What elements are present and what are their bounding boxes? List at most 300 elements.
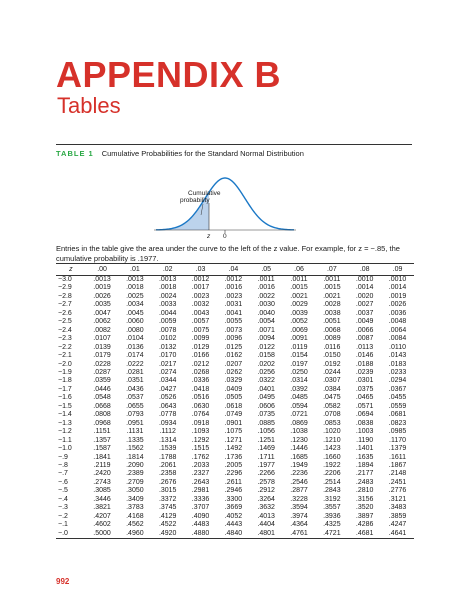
probability-cell: .1020 — [323, 428, 341, 436]
probability-cell: .4168 — [126, 512, 144, 520]
probability-cell: .0475 — [323, 394, 341, 402]
probability-cell: .0217 — [158, 360, 177, 368]
table-row — [56, 301, 414, 309]
table-row — [56, 293, 414, 301]
probability-cell: .4090 — [191, 512, 210, 520]
probability-cell: .2946 — [224, 487, 243, 495]
probability-cell: .0068 — [323, 326, 341, 334]
probability-cell: .0233 — [388, 368, 407, 376]
probability-cell: .0019 — [388, 292, 407, 300]
probability-cell: .4840 — [217, 530, 250, 539]
probability-cell: .1587 — [93, 445, 111, 453]
z-value-cell: −2.7 — [58, 301, 72, 309]
probability-cell: .0047 — [93, 309, 111, 317]
probability-cell: .3300 — [224, 495, 243, 503]
probability-cell: .0885 — [257, 419, 275, 427]
probability-cell: .0010 — [355, 276, 374, 283]
probability-cell: .1867 — [388, 461, 407, 469]
probability-cell: .3859 — [388, 512, 407, 520]
probability-cell: .0594 — [290, 402, 308, 410]
probability-cell: .0031 — [224, 301, 243, 309]
probability-cell: .0019 — [93, 284, 111, 292]
column-header: .02 — [151, 264, 184, 276]
probability-cell: .0018 — [126, 284, 144, 292]
probability-cell: .0132 — [158, 343, 177, 351]
probability-cell: .0427 — [158, 385, 177, 393]
probability-cell: .1003 — [355, 428, 374, 436]
table-row — [56, 462, 414, 470]
column-header: .06 — [283, 264, 316, 276]
probability-cell: .0066 — [355, 326, 374, 334]
probability-cell: .0559 — [388, 402, 407, 410]
table-caption — [56, 149, 304, 159]
probability-cell: .0049 — [355, 318, 374, 326]
probability-cell: .1038 — [290, 428, 308, 436]
probability-cell: .0011 — [323, 276, 341, 283]
probability-cell: .4880 — [184, 530, 217, 539]
z-value-cell: −2.8 — [58, 292, 72, 300]
probability-cell: .3974 — [290, 512, 308, 520]
table-row — [56, 479, 414, 487]
probability-cell: .0179 — [93, 352, 111, 360]
table-row — [56, 403, 414, 411]
probability-cell: .2514 — [323, 478, 341, 486]
probability-cell: .0548 — [93, 394, 111, 402]
probability-cell: .0059 — [158, 318, 177, 326]
z-value-cell: −.8 — [58, 461, 68, 469]
table-caption-label: TABLE 1 — [56, 149, 94, 158]
probability-cell: .0084 — [388, 335, 407, 343]
probability-cell: .0222 — [126, 360, 144, 368]
z-value-cell: −1.9 — [58, 368, 72, 376]
z-value-cell: −.9 — [58, 453, 68, 461]
probability-cell: .0668 — [93, 402, 111, 410]
probability-cell: .3015 — [158, 487, 177, 495]
probability-cell: .0256 — [257, 368, 275, 376]
probability-cell: .3192 — [323, 495, 341, 503]
probability-cell: .2743 — [93, 478, 111, 486]
table-row — [56, 327, 414, 335]
probability-cell: .3085 — [93, 487, 111, 495]
probability-cell: .0069 — [290, 326, 308, 334]
probability-cell: .3520 — [355, 504, 374, 512]
z-value-cell: −.3 — [58, 504, 68, 512]
z-value-cell: −1.4 — [58, 411, 72, 419]
probability-cell: .0096 — [224, 335, 243, 343]
probability-cell: .1515 — [191, 445, 210, 453]
probability-cell: .3632 — [257, 504, 275, 512]
probability-cell: .0735 — [257, 411, 275, 419]
probability-cell: .1075 — [224, 428, 243, 436]
probability-cell: .0021 — [290, 292, 308, 300]
probability-cell: .1251 — [257, 436, 275, 444]
probability-cell: .0073 — [224, 326, 243, 334]
probability-cell: .4960 — [118, 530, 151, 539]
probability-cell: .0409 — [224, 385, 243, 393]
z-value-cell: −.7 — [58, 470, 68, 478]
probability-cell: .0091 — [290, 335, 308, 343]
probability-cell: .0375 — [355, 385, 374, 393]
probability-cell: .0192 — [323, 360, 341, 368]
z-value-cell: −1.5 — [58, 402, 72, 410]
probability-cell: .0034 — [126, 301, 144, 309]
probability-cell: .1635 — [355, 453, 374, 461]
probability-cell: .3483 — [388, 504, 407, 512]
probability-cell: .1093 — [191, 428, 210, 436]
probability-cell: .3372 — [158, 495, 177, 503]
probability-cell: .0057 — [191, 318, 210, 326]
table-row — [56, 394, 414, 402]
probability-cell: .3121 — [388, 495, 407, 503]
probability-cell: .0359 — [93, 377, 111, 385]
probability-cell: .0537 — [126, 394, 144, 402]
probability-cell: .0606 — [257, 402, 275, 410]
probability-cell: .0089 — [323, 335, 341, 343]
probability-cell: .0571 — [355, 402, 374, 410]
z-value-cell: −2.3 — [58, 335, 72, 343]
probability-cell: .2266 — [257, 470, 275, 478]
probability-cell: .0027 — [355, 301, 374, 309]
probability-cell: .0015 — [290, 284, 308, 292]
probability-cell: .0028 — [323, 301, 341, 309]
probability-cell: .1230 — [290, 436, 308, 444]
z-value-cell: −1.0 — [58, 445, 72, 453]
probability-cell: .1894 — [355, 461, 374, 469]
probability-cell: .0075 — [191, 326, 210, 334]
probability-cell: .0934 — [158, 419, 177, 427]
probability-cell: .0207 — [224, 360, 243, 368]
probability-cell: .0150 — [323, 352, 341, 360]
probability-cell: .0655 — [126, 402, 144, 410]
probability-cell: .1685 — [290, 453, 308, 461]
probability-cell: .0048 — [388, 318, 407, 326]
probability-cell: .2005 — [224, 461, 243, 469]
table-row — [56, 470, 414, 478]
probability-cell: .2546 — [290, 478, 308, 486]
annotation-line-1: Cumulative — [188, 190, 221, 197]
probability-cell: .3707 — [191, 504, 210, 512]
probability-cell: .0250 — [290, 368, 308, 376]
probability-cell: .0012 — [191, 276, 210, 283]
probability-cell: .0838 — [355, 419, 374, 427]
table-row — [56, 352, 414, 360]
probability-cell: .0166 — [191, 352, 210, 360]
probability-cell: .1379 — [388, 445, 407, 453]
z-value-cell: −2.1 — [58, 352, 72, 360]
z-value-cell: −1.3 — [58, 419, 72, 427]
appendix-title: APPENDIX B — [56, 54, 282, 95]
probability-cell: .4562 — [126, 521, 144, 529]
probability-cell: .1423 — [323, 445, 341, 453]
probability-cell: .1151 — [93, 428, 111, 436]
probability-cell: .2177 — [355, 470, 374, 478]
probability-cell: .0087 — [355, 335, 374, 343]
probability-cell: .2358 — [158, 470, 177, 478]
probability-cell: .1711 — [257, 453, 275, 461]
probability-cell: .0032 — [191, 301, 210, 309]
table-row — [56, 454, 414, 462]
probability-cell: .0038 — [323, 309, 341, 317]
probability-cell: .0054 — [257, 318, 275, 326]
probability-cell: .2843 — [323, 487, 341, 495]
probability-cell: .0013 — [93, 276, 111, 283]
probability-cell: .0143 — [388, 352, 407, 360]
probability-cell: .0125 — [224, 343, 243, 351]
probability-cell: .4364 — [290, 521, 308, 529]
probability-cell: .2676 — [158, 478, 177, 486]
probability-cell: .0113 — [356, 343, 374, 351]
probability-cell: .0020 — [355, 292, 374, 300]
z-value-cell: −.0 — [56, 530, 86, 539]
probability-cell: .0016 — [257, 284, 275, 292]
probability-cell: .2033 — [191, 461, 210, 469]
z-value-cell: −2.5 — [58, 318, 72, 326]
z-value-cell: −2.0 — [58, 360, 72, 368]
probability-cell: .2327 — [191, 470, 210, 478]
probability-cell: .1401 — [355, 445, 374, 453]
probability-cell: .1736 — [224, 453, 243, 461]
probability-cell: .0045 — [126, 309, 144, 317]
table-explanation: Entries in the table give the area under the curve to the left of the z value. For example, for z = −.85, the cumulative probability is .1977. — [56, 244, 400, 263]
probability-cell: .0764 — [191, 411, 210, 419]
probability-cell: .0793 — [126, 411, 144, 419]
probability-cell: .1977 — [257, 461, 275, 469]
probability-cell: .1762 — [191, 453, 210, 461]
probability-cell: .3264 — [257, 495, 275, 503]
probability-cell: .2578 — [257, 478, 275, 486]
probability-cell: .4207 — [93, 512, 111, 520]
probability-cell: .4761 — [283, 530, 316, 539]
probability-cell: .0071 — [257, 326, 275, 334]
probability-cell: .0026 — [388, 301, 407, 309]
probability-cell: .1190 — [356, 436, 374, 444]
table-row — [56, 513, 414, 521]
table-row — [56, 411, 414, 419]
probability-cell: .0119 — [290, 343, 308, 351]
table-row — [56, 361, 414, 369]
table-row — [56, 276, 414, 285]
probability-cell: .0029 — [290, 301, 308, 309]
probability-cell: .3594 — [290, 504, 308, 512]
table-row — [56, 386, 414, 394]
probability-cell: .0268 — [191, 368, 210, 376]
z-value-cell: −.6 — [58, 478, 68, 486]
probability-cell: .2296 — [224, 470, 243, 478]
probability-cell: .0174 — [126, 352, 144, 360]
probability-cell: .3409 — [126, 495, 144, 503]
table-row — [56, 445, 414, 453]
probability-cell: .2483 — [355, 478, 374, 486]
probability-cell: .0630 — [191, 402, 210, 410]
probability-cell: .1611 — [389, 453, 407, 461]
column-header: .00 — [86, 264, 119, 276]
column-header: .09 — [381, 264, 414, 276]
probability-cell: .0202 — [257, 360, 275, 368]
probability-cell: .0023 — [191, 292, 210, 300]
probability-cell: .1841 — [93, 453, 111, 461]
probability-cell: .0170 — [158, 352, 177, 360]
table-row — [56, 369, 414, 377]
probability-cell: .0110 — [389, 343, 407, 351]
z-value-cell: −1.7 — [58, 385, 72, 393]
probability-cell: .4721 — [315, 530, 348, 539]
probability-cell: .3936 — [323, 512, 341, 520]
axis-label-zero: 0 — [223, 233, 227, 240]
appendix-subtitle: Tables — [57, 93, 121, 118]
z-value-cell: −1.1 — [58, 436, 72, 444]
probability-cell: .0012 — [224, 276, 243, 283]
probability-cell: .1788 — [158, 453, 177, 461]
probability-cell: .0043 — [191, 309, 210, 317]
probability-cell: .0102 — [158, 335, 177, 343]
probability-cell: .1271 — [224, 436, 243, 444]
probability-cell: .0918 — [191, 419, 210, 427]
annotation-line-2: probability — [180, 197, 210, 204]
probability-cell: .0154 — [290, 352, 308, 360]
table-row — [56, 284, 414, 292]
probability-cell: .0307 — [323, 377, 341, 385]
probability-cell: .0749 — [224, 411, 243, 419]
page-number: 992 — [56, 577, 70, 586]
probability-cell: .0022 — [257, 292, 275, 300]
probability-cell: .0708 — [323, 411, 341, 419]
probability-cell: .0017 — [191, 284, 210, 292]
probability-cell: .0455 — [388, 394, 407, 402]
probability-cell: .0116 — [323, 343, 341, 351]
probability-cell: .2912 — [257, 487, 275, 495]
probability-cell: .0051 — [323, 318, 341, 326]
probability-cell: .0418 — [191, 385, 210, 393]
probability-cell: .0052 — [290, 318, 308, 326]
probability-cell: .4129 — [158, 512, 177, 520]
table-row — [56, 318, 414, 326]
probability-cell: .0023 — [224, 292, 243, 300]
probability-cell: .4483 — [191, 521, 210, 529]
probability-cell: .0015 — [323, 284, 341, 292]
probability-cell: .0287 — [93, 368, 111, 376]
probability-cell: .0823 — [388, 419, 407, 427]
probability-cell: .0080 — [126, 326, 144, 334]
probability-cell: .1131 — [126, 428, 144, 436]
probability-cell: .1469 — [257, 445, 275, 453]
table-body — [56, 276, 414, 539]
probability-cell: .0294 — [388, 377, 407, 385]
probability-cell: .0951 — [126, 419, 144, 427]
table-row — [56, 504, 414, 512]
probability-cell: .0055 — [224, 318, 243, 326]
probability-cell: .0228 — [93, 360, 111, 368]
probability-cell: .0301 — [355, 377, 374, 385]
probability-cell: .0446 — [93, 385, 111, 393]
column-header: .01 — [118, 264, 151, 276]
probability-cell: .1056 — [257, 428, 275, 436]
probability-cell: .0030 — [257, 301, 275, 309]
probability-cell: .3228 — [290, 495, 308, 503]
table-row — [56, 420, 414, 428]
column-header: .07 — [315, 264, 348, 276]
probability-cell: .0060 — [126, 318, 144, 326]
probability-cell: .0336 — [191, 377, 210, 385]
probability-cell: .0643 — [158, 402, 177, 410]
probability-cell: .0367 — [388, 385, 407, 393]
probability-cell: .1922 — [323, 461, 341, 469]
probability-cell: .0281 — [126, 368, 144, 376]
probability-cell: .1335 — [126, 436, 144, 444]
z-value-cell: −.4 — [58, 495, 68, 503]
probability-cell: .0064 — [388, 326, 407, 334]
probability-cell: .1314 — [158, 436, 177, 444]
probability-cell: .0011 — [290, 276, 308, 283]
probability-cell: .2389 — [126, 470, 144, 478]
probability-cell: .3669 — [224, 504, 243, 512]
probability-cell: .0146 — [355, 352, 374, 360]
probability-cell: .2420 — [93, 470, 111, 478]
probability-cell: .1357 — [93, 436, 111, 444]
probability-cell: .4641 — [381, 530, 414, 539]
probability-cell: .4522 — [158, 521, 177, 529]
table-row — [56, 487, 414, 495]
probability-cell: .0239 — [355, 368, 374, 376]
probability-cell: .0244 — [323, 368, 341, 376]
z-value-cell: −2.6 — [58, 309, 72, 317]
probability-cell: .2061 — [158, 461, 177, 469]
probability-cell: .2643 — [191, 478, 210, 486]
z-value-cell: −.1 — [58, 521, 68, 529]
probability-cell: .1562 — [126, 445, 144, 453]
probability-cell: .0139 — [93, 343, 111, 351]
probability-cell: .0010 — [388, 276, 407, 283]
table-row — [56, 310, 414, 318]
probability-cell: .3446 — [93, 495, 111, 503]
probability-cell: .0107 — [93, 335, 111, 343]
probability-cell: .0162 — [224, 352, 243, 360]
table-row — [56, 344, 414, 352]
normal-curve-figure — [150, 165, 300, 240]
probability-cell: .0869 — [290, 419, 308, 427]
probability-cell: .0262 — [224, 368, 243, 376]
probability-cell: .0197 — [290, 360, 308, 368]
probability-cell: .0129 — [191, 343, 210, 351]
probability-cell: .0505 — [224, 394, 243, 402]
z-value-cell: −.5 — [58, 487, 68, 495]
normal-probability-table — [56, 263, 414, 539]
probability-cell: .0968 — [93, 419, 111, 427]
probability-cell: .0344 — [158, 377, 177, 385]
z-value-cell: −2.2 — [58, 343, 72, 351]
probability-cell: .0122 — [257, 343, 275, 351]
probability-cell: .0018 — [158, 284, 177, 292]
column-header: .03 — [184, 264, 217, 276]
z-value-cell: −1.2 — [58, 428, 72, 436]
probability-cell: .0322 — [257, 377, 275, 385]
probability-cell: .4286 — [355, 521, 374, 529]
probability-cell: .3050 — [126, 487, 144, 495]
probability-cell: .0013 — [126, 276, 144, 283]
z-value-cell: −2.9 — [58, 284, 72, 292]
z-value-cell: −1.8 — [58, 377, 72, 385]
probability-cell: .3745 — [158, 504, 177, 512]
probability-cell: .4325 — [323, 521, 341, 529]
probability-cell: .1112 — [159, 428, 176, 436]
probability-cell: .0014 — [388, 284, 407, 292]
probability-cell: .0024 — [158, 292, 177, 300]
probability-cell: .4052 — [224, 512, 243, 520]
probability-cell: .4681 — [348, 530, 381, 539]
table-row — [56, 437, 414, 445]
probability-cell: .0013 — [158, 276, 177, 283]
probability-cell: .0618 — [224, 402, 243, 410]
probability-cell: .0026 — [93, 292, 111, 300]
